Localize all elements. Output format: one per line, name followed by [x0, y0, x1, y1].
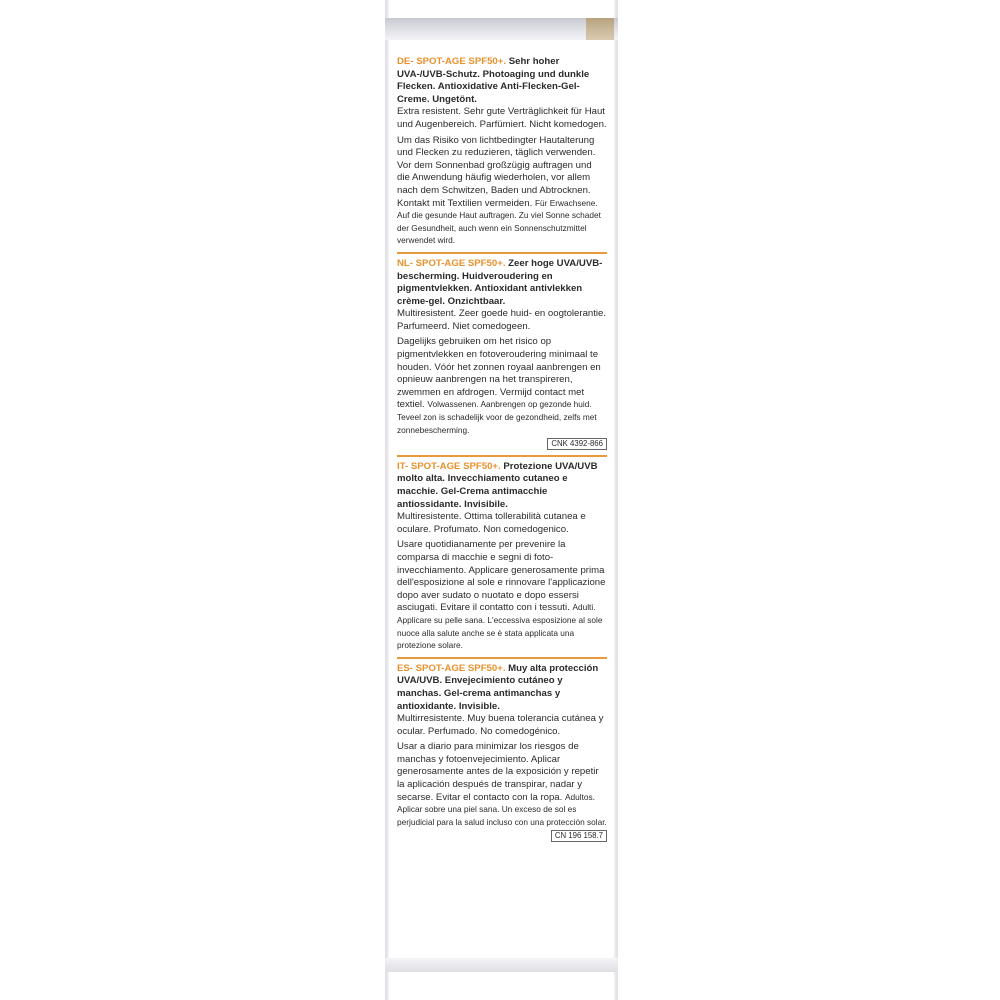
section-it-header: [397, 461, 607, 511]
section-it-directions-text: Usare quotidianamente per prevenire la comparsa di macchie e segni di foto-invecchiamento. Applicare generosamente prima dell'esposizione al sole e rinnovare l'applicazione dopo aver sudato o nuotato e dopo essersi asciugati. Evitare il contatto con i tessuti.: [397, 539, 606, 614]
section-es: [397, 663, 607, 843]
section-es-regular-text: Multirresistente. Muy buena tolerancia cutánea y ocular. Perfumado. No comedogénico.: [397, 713, 604, 737]
section-nl-header: [397, 258, 607, 308]
box-left-edge: [385, 0, 389, 1000]
section-de-header: [397, 56, 607, 106]
section-nl-registration-code: CNK 4392-866: [547, 438, 607, 450]
section-es-bold-text: Muy alta protección UVA/UVB. Envejecimiento cutáneo y manchas. Gel-crema antimanchas y antioxidante. Invisible.: [397, 662, 599, 712]
section-nl-code: NL- SPOT-AGE SPF50+.: [397, 257, 506, 269]
section-divider: [397, 252, 607, 254]
section-nl-directions-text: Dagelijks gebruiken om het risico op pigmentvlekken en fotoveroudering minimaal te houden. Vóór het zonnen royaal aanbrengen en opnieuw aanbrengen na het transpireren, zwemmen en afdrogen. Vermijd contact met textiel.: [397, 336, 601, 411]
section-it-small-text: Adulti. Applicare su pelle sana. L'eccessiva esposizione al sole nuoce alla salute anche se è stata applicata una protezione solare.: [397, 602, 603, 651]
section-de-small-text: Für Erwachsene. Auf die gesunde Haut auftragen. Zu viel Sonne schadet der Gesundheit, auch wenn ein Sonnenschutzmittel verwendet wird.: [397, 197, 601, 246]
section-de: [397, 56, 607, 248]
section-it-regular-text: Multiresistente. Ottima tollerabilità cutanea e oculare. Profumato. Non comedogenico.: [397, 511, 586, 535]
section-it-directions: [397, 539, 607, 652]
section-es-directions-text: Usar a diario para minimizar los riesgos de manchas y fotoenvejecimiento. Aplicar generosamente antes de la exposición y repetir la aplicación después de transpirar, nadar y secarse. Evitar el contacto con la ropa.: [397, 741, 599, 803]
section-es-directions: [397, 741, 607, 829]
section-nl: [397, 258, 607, 451]
box-top-flap-strip: [586, 18, 614, 40]
section-es-code: ES- SPOT-AGE SPF50+.: [397, 662, 506, 674]
section-de-directions: [397, 135, 607, 248]
section-it-code: IT- SPOT-AGE SPF50+.: [397, 460, 501, 472]
section-divider: [397, 455, 607, 457]
section-de-bold-text: Sehr hoher UVA-/UVB-Schutz. Photoaging und dunkle Flecken. Antioxidative Anti-Flecken-Gel-Creme. Ungetönt.: [397, 56, 590, 105]
box-top-flap: [385, 18, 618, 40]
section-nl-registration-row: [397, 437, 607, 451]
section-nl-regular-text: Multiresistent. Zeer goede huid- en oogtolerantie. Parfumeerd. Niet comedogeen.: [397, 308, 607, 332]
label-text-panel: [397, 56, 607, 843]
section-de-regular-text: Extra resistent. Sehr gute Verträglichkeit für Haut und Augenbereich. Parfümiert. Nicht komedogen.: [397, 106, 607, 130]
section-es-small-text: Adultos. Aplicar sobre una piel sana. Un exceso de sol es perjudicial para la salud incluso con una protección solar.: [397, 791, 607, 827]
box-right-edge: [614, 0, 618, 1000]
section-de-directions-text: Um das Risiko von lichtbedingter Hautalterung und Flecken zu reduzieren, täglich verwenden. Vor dem Sonnenbad großzügig auftragen und die Anwendung häufig wiederholen, vor allem nach dem Schwitzen, Baden und Abtrocknen. Kontakt mit Textilien vermeiden.: [397, 134, 596, 209]
section-nl-small-text: Volwassenen. Aanbrengen op gezonde huid. Teveel zon is schadelijk voor de gezondheid, zelfs met zonnebescherming.: [397, 399, 597, 435]
section-nl-bold-text: Zeer hoge UVA/UVB-bescherming. Huidveroudering en pigmentvlekken. Antioxidant antivlekken crème-gel. Onzichtbaar.: [397, 257, 603, 307]
section-es-registration-row: [397, 829, 607, 843]
section-it: [397, 461, 607, 653]
section-nl-directions: [397, 336, 607, 437]
section-es-registration-code: CN 196 158.7: [551, 830, 607, 842]
section-it-bold-text: Protezione UVA/UVB molto alta. Invecchiamento cutaneo e macchie. Gel-Crema antimacchie antiossidante. Invisibile.: [397, 460, 598, 510]
box-bottom-flap: [385, 958, 618, 972]
section-divider: [397, 657, 607, 659]
section-de-code: DE- SPOT-AGE SPF50+.: [397, 56, 507, 67]
section-es-header: [397, 663, 607, 713]
